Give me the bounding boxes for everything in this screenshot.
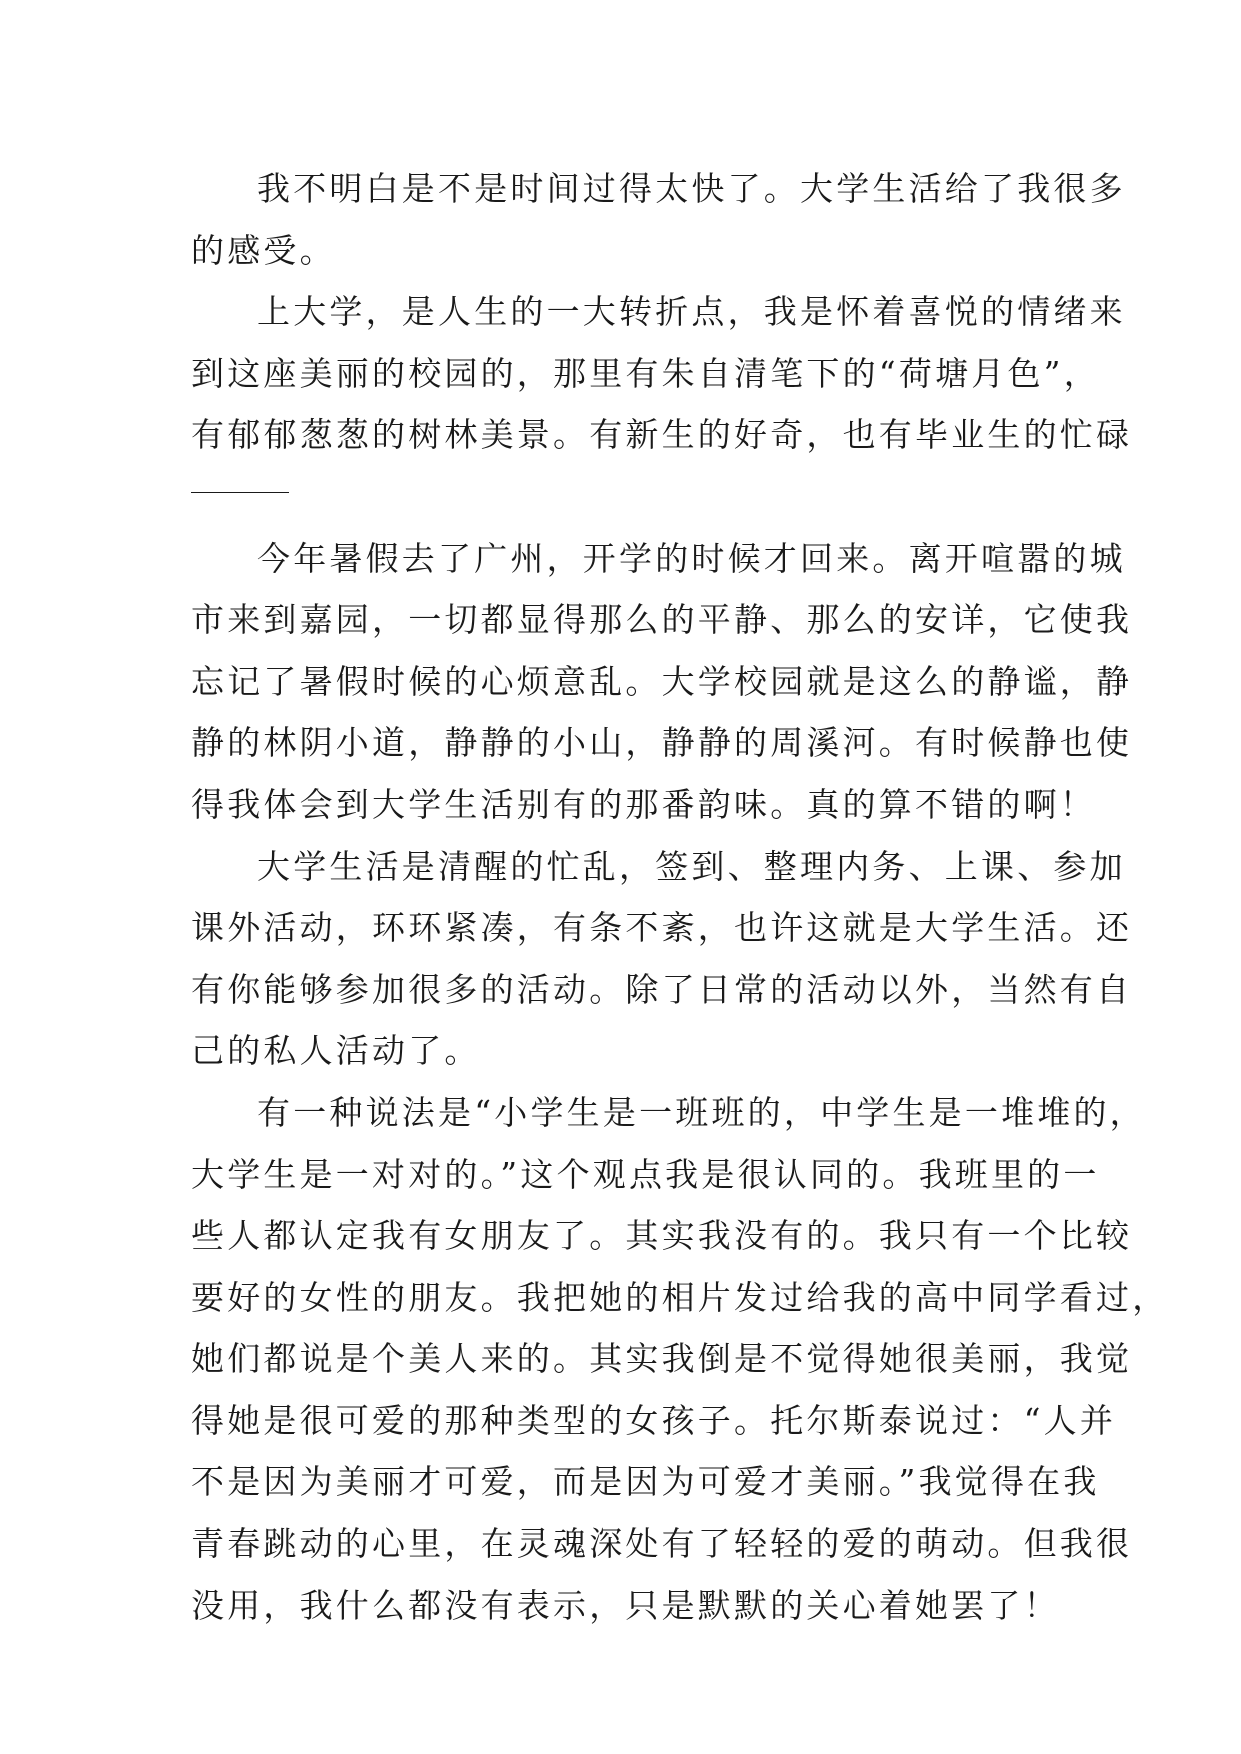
paragraph-4 <box>191 836 1133 1082</box>
text-line: 有郁郁葱葱的树林美景。有新生的好奇，也有毕业生的忙碌 <box>191 415 1133 455</box>
paragraph-1 <box>191 158 1126 281</box>
text-line: 课外活动，环环紧凑，有条不紊，也许这就是大学生活。还 <box>191 908 1133 948</box>
text-line: 要好的女性的朋友。我把她的相片发过给我的高中同学看过， <box>191 1277 1169 1317</box>
text-line: 今年暑假去了广州，开学的时候才回来。离开喧嚣的城 <box>257 538 1126 578</box>
text-line: 到这座美丽的校园的，那里有朱自清笔下的“荷塘月色”， <box>191 353 1100 393</box>
text-line: 有一种说法是“小学生是一班班的，中学生是一堆堆的， <box>257 1092 1146 1132</box>
text-line: 忘记了暑假时候的心烦意乱。大学校园就是这么的静谧，静 <box>191 661 1133 701</box>
text-line: 些人都认定我有女朋友了。其实我没有的。我只有一个比较 <box>191 1216 1133 1256</box>
text-line: 得我体会到大学生活别有的那番韵味。真的算不错的啊！ <box>191 784 1096 824</box>
text-line: 大学生活是清醒的忙乱，签到、整理内务、上课、参加 <box>257 846 1126 886</box>
text-line: 市来到嘉园，一切都显得那么的平静、那么的安详，它使我 <box>191 600 1133 640</box>
text-line: 静的林阴小道，静静的小山，静静的周溪河。有时候静也使 <box>191 723 1133 763</box>
text-line: 没用，我什么都没有表示，只是默默的关心着她罢了！ <box>191 1585 1060 1625</box>
paragraph-5 <box>191 1082 1169 1636</box>
paragraph-2 <box>191 281 1133 527</box>
text-line: 她们都说是个美人来的。其实我倒是不觉得她很美丽，我觉 <box>191 1339 1133 1379</box>
text-line: 己的私人活动了。 <box>191 1031 481 1071</box>
dash-rule <box>191 492 289 493</box>
dash-line <box>191 466 1053 528</box>
text-line: 青春跳动的心里，在灵魂深处有了轻轻的爱的萌动。但我很 <box>191 1524 1133 1564</box>
document-body <box>191 158 1169 1636</box>
text-line: 有你能够参加很多的活动。除了日常的活动以外，当然有自 <box>191 969 1133 1009</box>
text-line: 我不明白是不是时间过得太快了。大学生活给了我很多 <box>257 169 1126 208</box>
text-line: 的感受。 <box>191 230 336 270</box>
text-line: 大学生是一对对的。”这个观点我是很认同的。我班里的一 <box>191 1154 1100 1194</box>
text-line: 得她是很可爱的那种类型的女孩子。托尔斯泰说过：“人并 <box>191 1400 1117 1440</box>
paragraph-3 <box>191 528 1133 836</box>
text-line: 上大学，是人生的一大转折点，我是怀着喜悦的情绪来 <box>257 292 1126 332</box>
text-line: 不是因为美丽才可爱，而是因为可爱才美丽。”我觉得在我 <box>191 1462 1100 1502</box>
